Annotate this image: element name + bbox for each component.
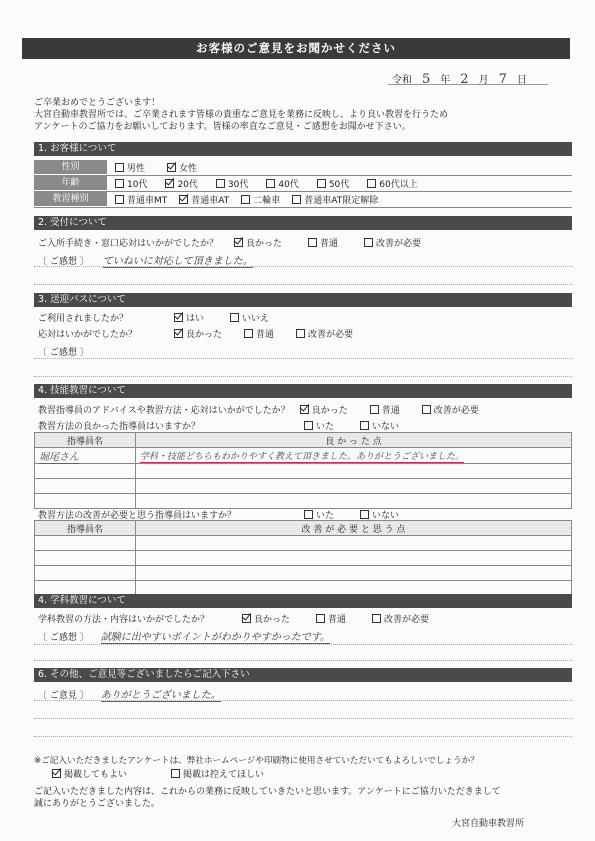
table-row (35, 479, 572, 494)
improve-instructor-table: 指導員名 改 善 が 必 要 と 思 う 点 (34, 520, 572, 596)
checkbox-icon[interactable] (316, 614, 325, 623)
thanks-text: ご記入いただきました内容は、これからの業務に反映していきたいと思います。アンケートにご協力いただきまして 誠にありがとうございました。 (34, 787, 501, 809)
option-1[interactable]: 普通車AT (179, 193, 229, 206)
reception-question: ご入所手続き・窓口応対はいかがでしたか？ 良かった 普通 改善が必要 (38, 236, 447, 249)
option-2[interactable]: 改善が必要 (372, 612, 429, 625)
date-month[interactable]: 2 (460, 72, 469, 87)
skill-q1: 教習指導員のアドバイスや教習方法・応対はいかがでしたか？ 良かった 普通 改善が必要 (38, 403, 501, 416)
option-2[interactable]: 改善が必要 (364, 236, 421, 249)
table-row (35, 536, 572, 551)
bus-comment-label: 〔 ご感想 〕 (38, 348, 89, 358)
checkbox-icon[interactable] (115, 163, 124, 172)
skill-q2: 教習方法の良かった指導員はいますか？ いた いない (38, 419, 425, 432)
section-reception-title: 2. 受付について (34, 216, 572, 230)
section-other-title: 6. その他、ご意見等ございましたらご記入下さい (34, 668, 572, 682)
section-lecture-title: 4. 学科教習について (34, 594, 572, 608)
option-0[interactable]: 良かった (300, 403, 348, 416)
checkbox-icon[interactable] (266, 179, 275, 188)
checkbox-icon[interactable] (304, 510, 313, 519)
type-row: 教習種別 普通車MT 普通車AT 二輪車 普通車AT限定解除 (34, 192, 572, 208)
section-bus-title: 3. 送迎バスについて (34, 293, 572, 307)
lecture-comment[interactable]: 試験に出やすいポイントがわかりやすかったです。 (101, 628, 330, 644)
option-2[interactable]: 二輪車 (241, 193, 280, 206)
option-1[interactable]: 普通 (370, 403, 400, 416)
checkbox-icon[interactable] (367, 179, 376, 188)
option-2[interactable]: 30代 (216, 177, 248, 190)
date-day-unit: 日 (516, 75, 527, 86)
date-day[interactable]: 7 (498, 72, 507, 87)
comment-label: 〔 ご感想 〕 (38, 256, 89, 267)
good-instructor-table: 指導員名 良 か っ た 点 堀尾さん 学科・技能どちらもわかりやすく教えて頂きました。ありがとうございました。 (34, 432, 572, 509)
checkbox-icon[interactable] (216, 179, 225, 188)
bus-q1: ご利用されましたか？ はい いいえ (38, 311, 295, 324)
table-row (35, 494, 572, 509)
checkbox-icon[interactable] (242, 614, 251, 623)
option-0[interactable]: いた (304, 419, 334, 432)
date-era: 令和 (392, 75, 412, 86)
age-row: 年齢 10代 20代 30代 40代 50代 60代以上 (34, 176, 572, 192)
publish-options (52, 767, 308, 780)
checkbox-icon[interactable] (317, 179, 326, 188)
checkbox-icon[interactable] (364, 238, 373, 247)
checkbox-icon[interactable] (241, 195, 250, 204)
checkbox-icon[interactable] (52, 769, 61, 778)
skill-q3: 教習方法の改善が必要と思う指導員はいますか？ いた いない (38, 508, 425, 521)
option-2[interactable]: 改善が必要 (422, 403, 479, 416)
checkbox-icon[interactable] (372, 614, 381, 623)
date-year-unit: 年 (440, 75, 451, 86)
option-3[interactable]: 普通車AT限定解除 (292, 193, 378, 206)
option-0[interactable]: 普通車MT (115, 193, 167, 206)
checkbox-icon[interactable] (230, 313, 239, 322)
table-row (35, 464, 572, 479)
option-1[interactable]: 掲載は控えてほしい (171, 767, 264, 780)
option-1[interactable]: いない (360, 419, 399, 432)
publish-question: ※ご記入いただきましたアンケートは、弊社ホームページや印刷物に使用させていただいてもよろしいでしょうか？ (34, 756, 479, 766)
intro-text: ご卒業おめでとうございます！ 大宮自動車教習所では、ご卒業されます皆様の貴重なご意見を業務に反映し、より良い教習を行うため アンケートのご協力をお願いしております。皆様の率直なご意見・ご感想をお聞かせ下さい。 (34, 98, 449, 132)
option-3[interactable]: 40代 (266, 177, 298, 190)
checkbox-icon[interactable] (308, 238, 317, 247)
other-comment[interactable]: ありがとうございました。 (101, 686, 221, 702)
checkbox-icon[interactable] (174, 329, 183, 338)
checkbox-icon[interactable] (234, 238, 243, 247)
form-title: お客様のご意見をお聞かせください (22, 38, 570, 59)
option-1[interactable]: 普通 (308, 236, 338, 249)
option-1[interactable]: 普通 (244, 327, 274, 340)
checkbox-icon[interactable] (422, 405, 431, 414)
checkbox-icon[interactable] (179, 195, 188, 204)
option-1[interactable]: 20代 (165, 177, 197, 190)
checkbox-icon[interactable] (115, 179, 124, 188)
checkbox-icon[interactable] (292, 195, 301, 204)
org-name: 大宮自動車教習所 (452, 819, 525, 829)
checkbox-icon[interactable] (165, 179, 174, 188)
option-1[interactable]: いいえ (230, 311, 269, 324)
date-year[interactable]: 5 (422, 72, 431, 87)
checkbox-icon[interactable] (174, 313, 183, 322)
checkbox-icon[interactable] (360, 510, 369, 519)
option-0[interactable]: 掲載してもよい (52, 767, 127, 780)
option-1[interactable]: 女性 (167, 161, 197, 174)
option-1[interactable]: いない (360, 508, 399, 521)
gender-row: 性別 男性 女性 (34, 160, 572, 176)
instructor-name: 堀尾さん (39, 452, 79, 463)
customer-table (34, 160, 572, 208)
bus-q2: 応対はいかがでしたか？ 良かった 普通 改善が必要 (38, 327, 375, 340)
table-row (35, 551, 572, 566)
reception-comment[interactable]: ていねいに対応して頂きました。 (103, 252, 253, 268)
table-row (35, 566, 572, 581)
checkbox-icon[interactable] (244, 329, 253, 338)
option-0[interactable]: 10代 (115, 177, 147, 190)
checkbox-icon[interactable] (300, 405, 309, 414)
checkbox-icon[interactable] (171, 769, 180, 778)
option-0[interactable]: はい (174, 311, 204, 324)
option-5[interactable]: 60代以上 (367, 177, 417, 190)
option-0[interactable]: 良かった (242, 612, 290, 625)
lecture-comment-row: 〔 ご感想 〕 試験に出やすいポイントがわかりやすかったです。 (38, 628, 568, 644)
checkbox-icon[interactable] (304, 421, 313, 430)
good-point: 学科・技能どちらもわかりやすく教えて頂きました。ありがとうございました。 (140, 452, 465, 462)
section-skill-title: 4. 技能教習について (34, 384, 572, 398)
date-month-unit: 月 (478, 75, 489, 86)
option-0[interactable]: 良かった (174, 327, 222, 340)
section-customer-title: 1. お客様について (34, 142, 572, 156)
checkbox-icon[interactable] (360, 421, 369, 430)
lecture-question: 学科教習の方法・内容はいかがでしたか？ 良かった 普通 改善が必要 (38, 612, 455, 625)
option-2[interactable]: 改善が必要 (296, 327, 353, 340)
option-1[interactable]: 普通 (316, 612, 346, 625)
option-0[interactable]: 良かった (234, 236, 282, 249)
option-4[interactable]: 50代 (317, 177, 349, 190)
checkbox-icon[interactable] (115, 195, 124, 204)
option-0[interactable]: 男性 (115, 161, 145, 174)
checkbox-icon[interactable] (167, 163, 176, 172)
checkbox-icon[interactable] (296, 329, 305, 338)
checkbox-icon[interactable] (370, 405, 379, 414)
table-row (35, 448, 572, 464)
option-0[interactable]: いた (304, 508, 334, 521)
other-comment-row: 〔 ご意見 〕 ありがとうございました。 (38, 686, 568, 702)
